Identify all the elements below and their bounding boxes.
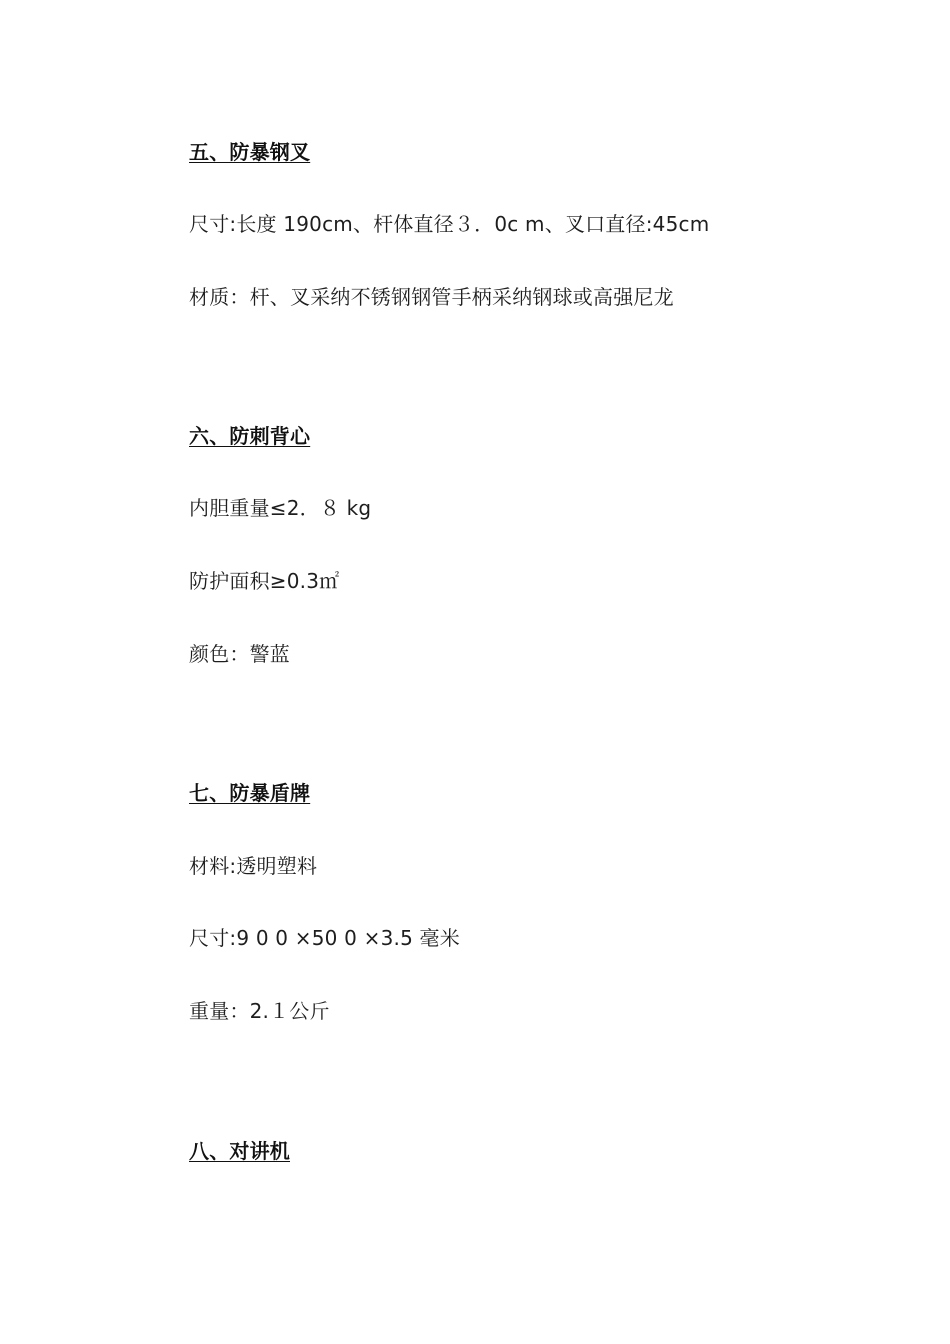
- spec-line: 尺寸:长度 190cm、杆体直径３．0c m、叉口直径:45cm: [189, 212, 710, 236]
- spec-line: 防护面积≥0.3㎡: [189, 569, 340, 593]
- section-heading: 八、对讲机: [189, 1139, 290, 1163]
- spec-line: 材质：杆、叉采纳不锈钢钢管手柄采纳钢球或高强尼龙: [189, 285, 674, 309]
- spec-line: 尺寸:9 0 0 ×50 0 ×3.5 毫米: [189, 926, 460, 950]
- section-heading: 七、防暴盾牌: [189, 781, 311, 805]
- section-heading: 五、防暴钢叉: [189, 140, 311, 164]
- section-heading: 六、防刺背心: [189, 424, 311, 448]
- spec-line: 重量：2.１公斤: [189, 999, 330, 1023]
- spec-line: 颜色：警蓝: [189, 642, 290, 666]
- spec-line: 内胆重量≤2．８ kg: [189, 496, 372, 520]
- spec-line: 材料:透明塑料: [189, 854, 318, 878]
